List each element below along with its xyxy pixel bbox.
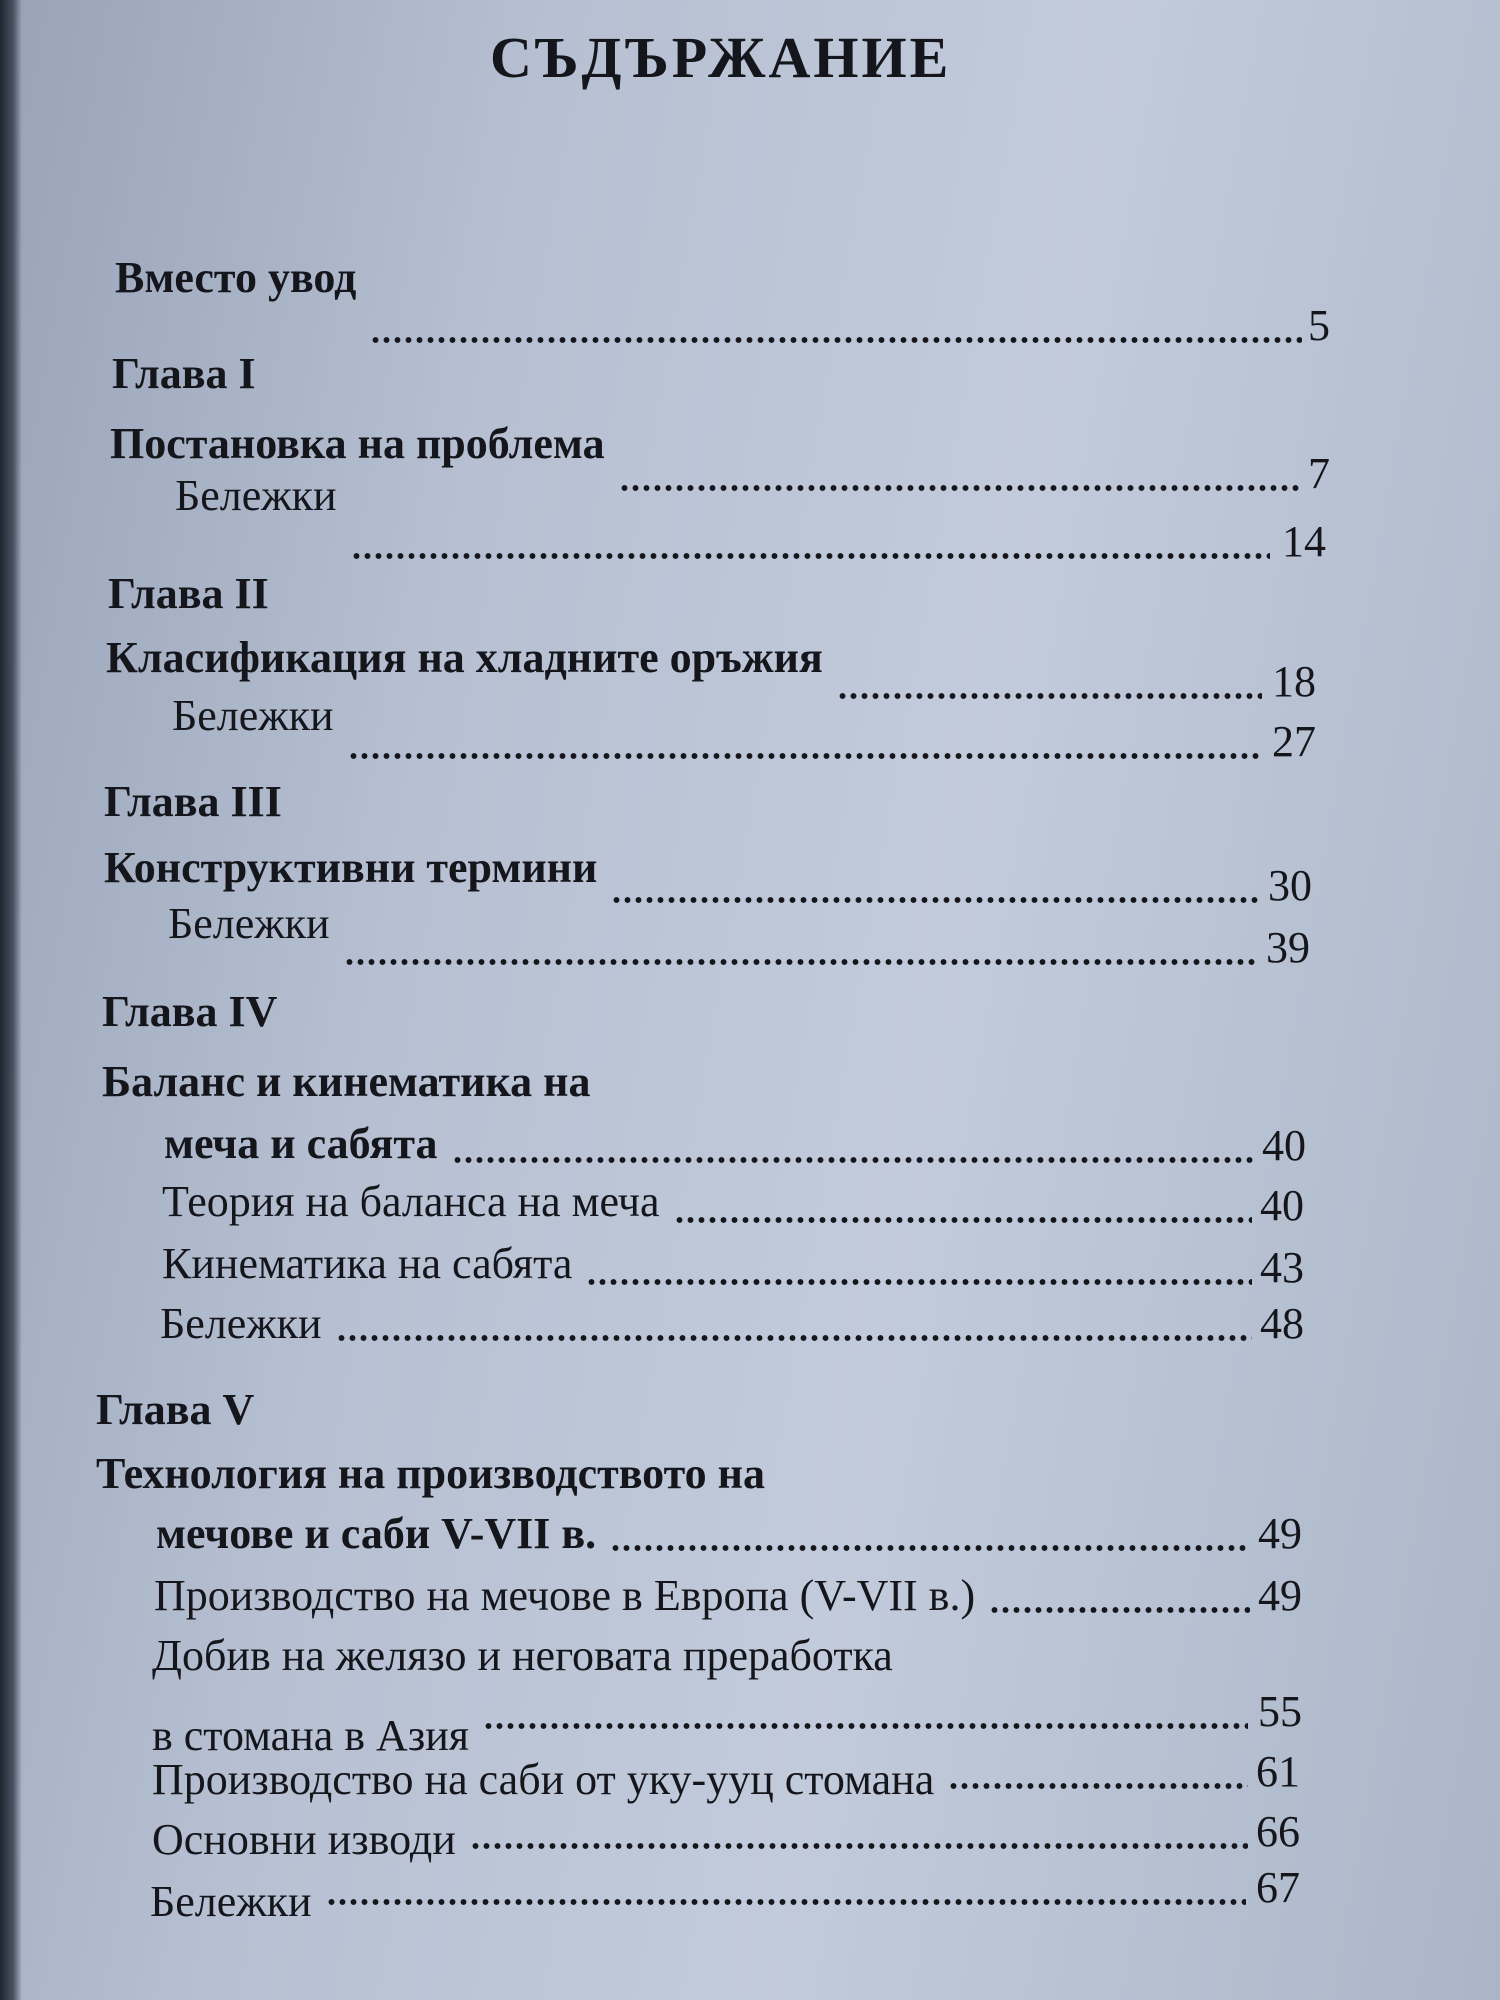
toc-dot-leader xyxy=(348,750,1262,762)
toc-entry-title: Конструктивни термини xyxy=(104,843,598,892)
toc-dot-leader xyxy=(619,482,1302,494)
toc-chapter-heading: Глава I xyxy=(112,349,256,398)
toc-entry-title: Производство на мечове в Европа (V-VII в.) xyxy=(154,1571,976,1620)
toc-page-number: 18 xyxy=(1272,657,1316,706)
toc-entry-title: Вместо увод xyxy=(115,253,357,302)
toc-entry-title: меча и сабята xyxy=(164,1119,438,1168)
toc-dot-leader xyxy=(452,1154,1257,1166)
toc-entry-title: Бележки xyxy=(172,691,334,740)
toc-entry-title: Бележки xyxy=(175,471,337,520)
toc-entry-title: Баланс и кинематика на xyxy=(102,1057,591,1106)
toc-dot-leader xyxy=(611,894,1262,906)
toc-dot-leader xyxy=(483,1720,1248,1732)
toc-chapter-heading: Глава IV xyxy=(102,987,278,1036)
toc-dot-leader xyxy=(674,1214,1252,1226)
toc-page-number: 49 xyxy=(1258,1509,1302,1558)
toc-page-number: 43 xyxy=(1260,1243,1304,1292)
toc-page-number: 27 xyxy=(1272,717,1316,766)
toc-page-number: 66 xyxy=(1256,1807,1300,1856)
toc-dot-leader xyxy=(370,334,1302,346)
toc-dot-leader xyxy=(470,1840,1248,1852)
toc-dot-leader xyxy=(326,1896,1246,1908)
toc-page-number: 67 xyxy=(1256,1863,1300,1912)
toc-entry-title: мечове и саби V-VII в. xyxy=(156,1509,597,1558)
toc-entry-title: Теория на баланса на меча xyxy=(162,1177,660,1226)
toc-entry-title: в стомана в Азия xyxy=(152,1711,469,1760)
toc-page-number: 48 xyxy=(1260,1299,1304,1348)
toc-chapter-heading: Глава V xyxy=(96,1385,255,1434)
toc-page-number: 5 xyxy=(1308,301,1330,350)
toc-page-number: 39 xyxy=(1266,923,1310,972)
toc-page-number: 40 xyxy=(1260,1181,1304,1230)
toc-dot-leader xyxy=(837,690,1262,702)
toc-entry-title: Постановка на проблема xyxy=(110,419,605,468)
toc-entry-title: Добив на желязо и неговата преработка xyxy=(152,1631,893,1680)
toc-chapter-heading: Глава II xyxy=(108,569,269,618)
toc-page-number: 49 xyxy=(1258,1571,1302,1620)
toc-page-number: 30 xyxy=(1268,861,1312,910)
toc-page-number: 55 xyxy=(1258,1687,1302,1736)
page-title: СЪДЪРЖАНИЕ xyxy=(490,25,952,90)
toc-entry-title: Бележки xyxy=(150,1877,312,1926)
toc-entry-title: Бележки xyxy=(160,1299,322,1348)
toc-dot-leader xyxy=(610,1542,1250,1554)
toc-dot-leader xyxy=(948,1780,1248,1792)
toc-page-number: 14 xyxy=(1282,517,1326,566)
toc-entry-title: Основни изводи xyxy=(152,1815,456,1864)
toc-dot-leader xyxy=(351,550,1270,562)
toc-dot-leader xyxy=(586,1276,1252,1288)
toc-entry-title: Бележки xyxy=(168,899,330,948)
toc-entry-title: Класификация на хладните оръжия xyxy=(106,633,823,682)
toc-dot-leader xyxy=(336,1332,1252,1344)
toc-entry-title: Производство на саби от уку-ууц стомана xyxy=(152,1755,935,1804)
toc-chapter-heading: Глава III xyxy=(104,777,282,826)
toc-page-number: 40 xyxy=(1262,1121,1306,1170)
toc-page-number: 61 xyxy=(1256,1747,1300,1796)
toc-dot-leader xyxy=(344,956,1256,968)
toc-entry-title: Технология на производството на xyxy=(96,1449,765,1498)
toc-dot-leader xyxy=(989,1604,1250,1616)
toc-page-number: 7 xyxy=(1308,449,1330,498)
toc-entry-title: Кинематика на сабята xyxy=(162,1239,573,1288)
